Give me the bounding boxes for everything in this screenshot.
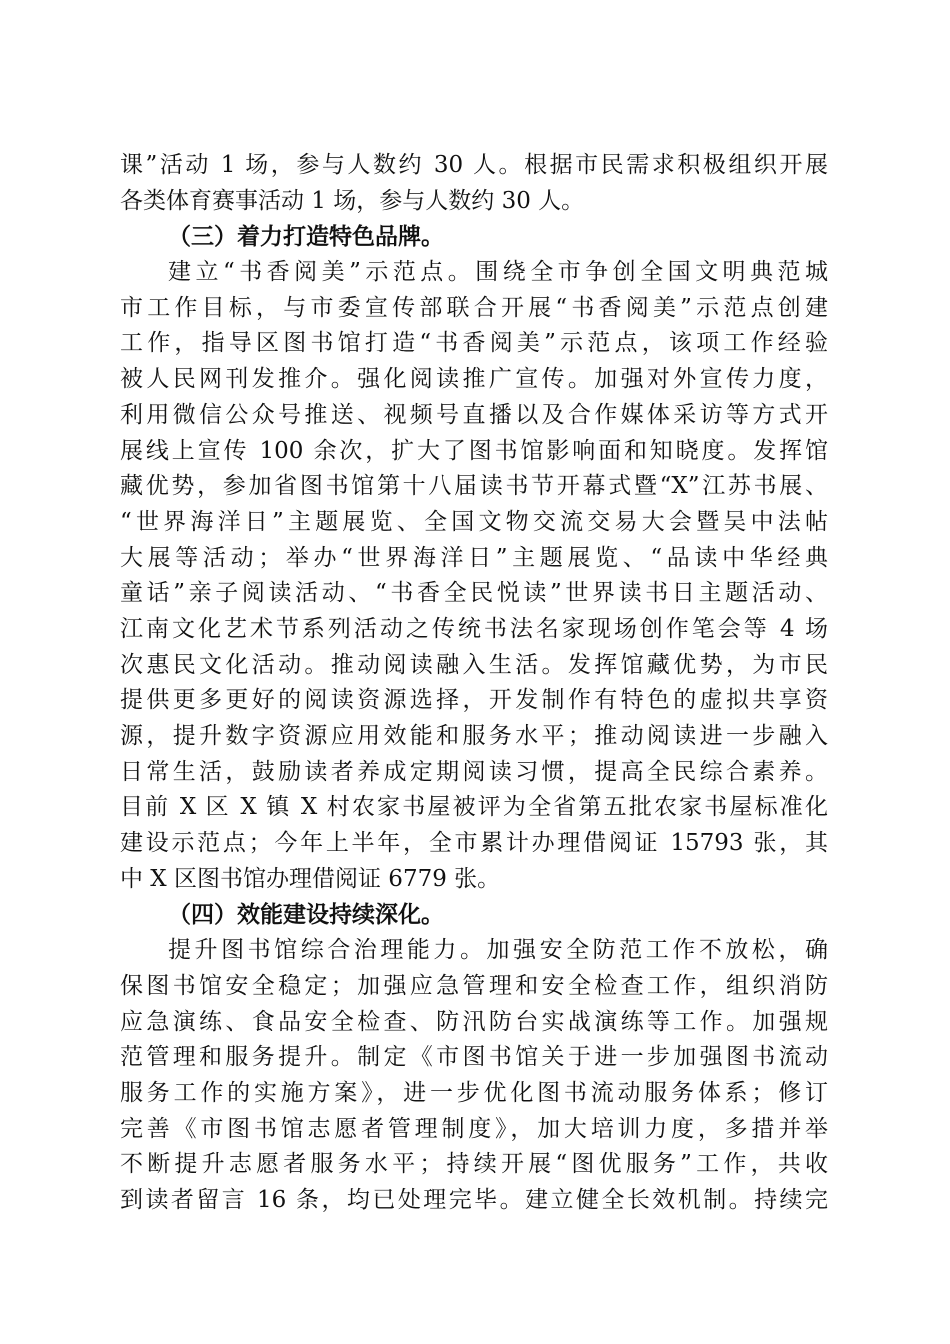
text-line: 到读者留言 16 条，均已处理完毕。建立健全长效机制。持续完 — [120, 1186, 828, 1213]
text-line: 被人民网刊发推介。强化阅读推广宣传。加强对外宣传力度， — [120, 366, 828, 393]
text-line: 建设示范点；今年上半年，全市累计办理借阅证 15793 张，其 — [120, 830, 828, 857]
text-line: 工作，指导区图书馆打造“书香阅美”示范点，该项工作经验 — [120, 330, 828, 357]
text-line: 源，提升数字资源应用效能和服务水平；推动阅读进一步融入 — [120, 723, 828, 749]
text-line: 藏优势，参加省图书馆第十八届读书节开幕式暨“X”江苏书展、 — [120, 473, 828, 500]
text-line: “世界海洋日”主题展览、全国文物交流交易大会暨吴中法帖 — [120, 508, 828, 535]
text-line: 范管理和服务提升。制定《市图书馆关于进一步加强图书流动 — [120, 1044, 828, 1071]
text-line: 江南文化艺术节系列活动之传统书法名家现场创作笔会等 4 场 — [120, 615, 828, 642]
text-line: 目前 X 区 X 镇 X 村农家书屋被评为全省第五批农家书屋标准化 — [120, 794, 828, 821]
text-line: 市工作目标，与市委宣传部联合开展“书香阅美”示范点创建 — [120, 294, 828, 321]
text-line: 保图书馆安全稳定；加强应急管理和安全检查工作，组织消防 — [120, 972, 828, 999]
text-line: 日常生活，鼓励读者养成定期阅读习惯，提高全民综合素养。 — [120, 758, 828, 785]
text-line: 利用微信公众号推送、视频号直播以及合作媒体采访等方式开 — [120, 401, 828, 428]
text-line: 课”活动 1 场，参与人数约 30 人。根据市民需求积极组织开展 — [120, 152, 828, 178]
text-line: 提供更多更好的阅读资源选择，开发制作有特色的虚拟共享资 — [120, 687, 828, 714]
text-line: 不断提升志愿者服务水平；持续开展“图优服务”工作，共收 — [120, 1151, 828, 1178]
text-line: 童话”亲子阅读活动、“书香全民悦读”世界读书日主题活动、 — [120, 580, 828, 607]
text-line: 大展等活动；举办“世界海洋日”主题展览、“品读中华经典 — [120, 544, 828, 571]
section-heading: （三）着力打造特色品牌。 — [168, 223, 444, 251]
text-line: 服务工作的实施方案》，进一步优化图书流动服务体系；修订 — [120, 1079, 828, 1106]
text-line: 展线上宣传 100 余次，扩大了图书馆影响面和知晓度。发挥馆 — [120, 437, 828, 464]
text-line: 建立“书香阅美”示范点。围绕全市争创全国文明典范城 — [168, 259, 828, 286]
text-line: 提升图书馆综合治理能力。加强安全防范工作不放松，确 — [168, 937, 828, 964]
text-line: 次惠民文化活动。推动阅读融入生活。发挥馆藏优势，为市民 — [120, 651, 828, 678]
section-heading: （四）效能建设持续深化。 — [168, 901, 444, 929]
text-line: 应急演练、食品安全检查、防汛防台实战演练等工作。加强规 — [120, 1008, 828, 1035]
text-line: 完善《市图书馆志愿者管理制度》，加大培训力度，多措并举 — [120, 1115, 828, 1142]
text-line: 各类体育赛事活动 1 场，参与人数约 30 人。 — [120, 187, 585, 214]
text-line: 中 X 区图书馆办理借阅证 6779 张。 — [120, 865, 501, 892]
document-page — [120, 148, 828, 1219]
